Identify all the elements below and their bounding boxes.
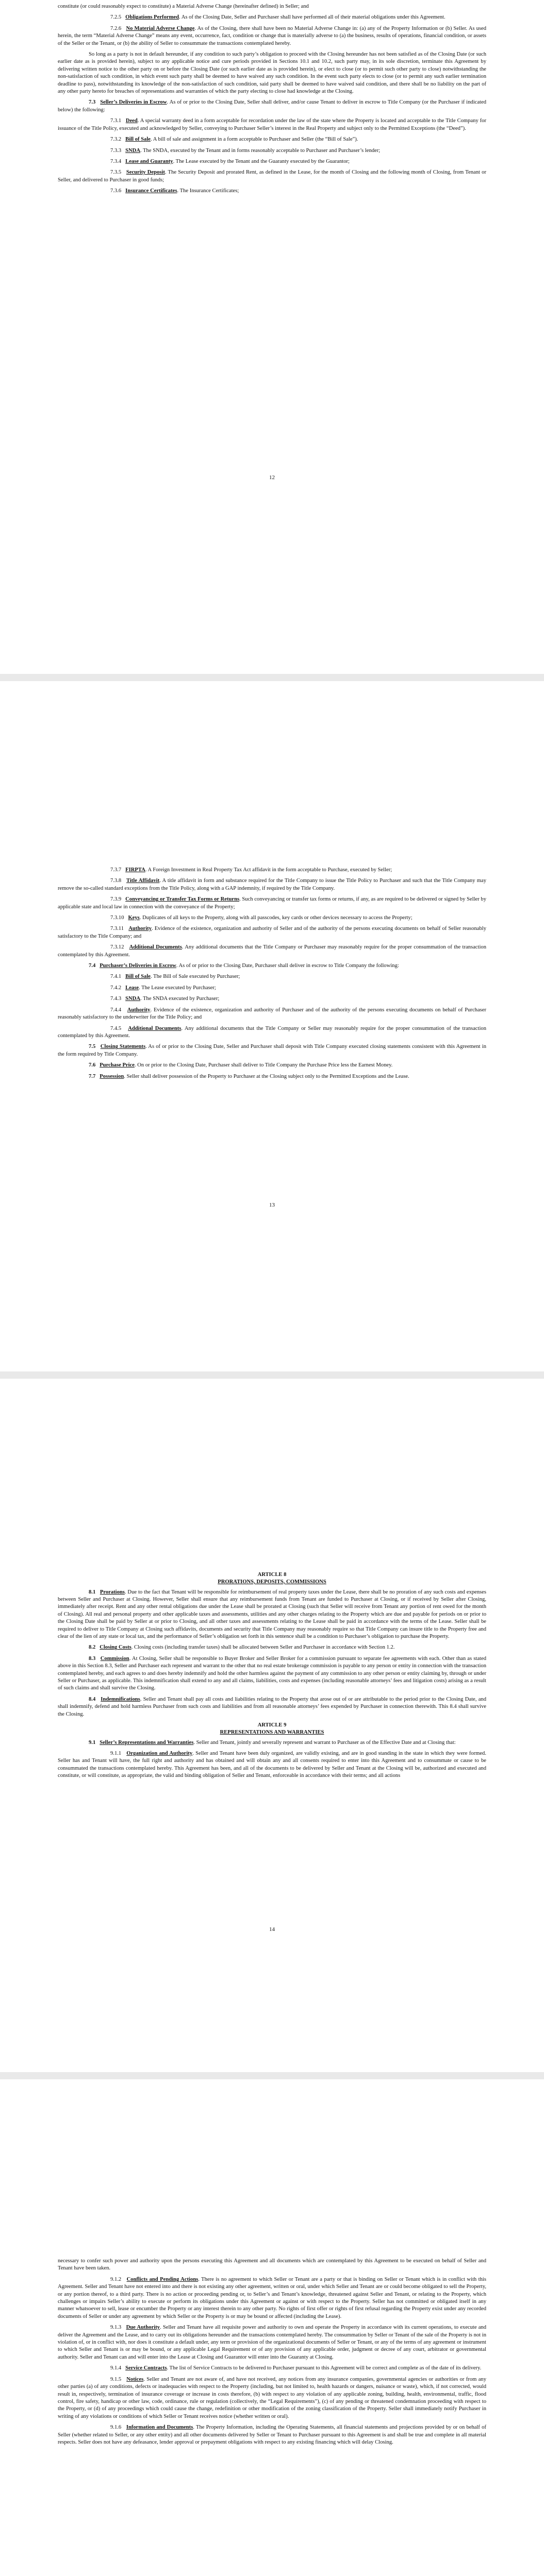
article-9-heading — [58, 1722, 486, 1736]
section-9-1: 9.1 Seller’s Representations and Warranties. Seller and Tenant, jointly and severally represent and warrant to Purchaser as of the Effective Date and at Closing that: — [89, 1739, 456, 1745]
section-7-3-8: 7.3.8 Title Affidavit. A title affidavit in form and substance required for the Title Company to issue the Title Policy to Purchaser and such that the Title Company may remove the so-called standard exceptions from the Title Policy, along with a GAP indemnity, if required by the Title Company. — [58, 878, 486, 891]
article-8-title: PRORATIONS, DEPOSITS, COMMISSIONS — [218, 1579, 326, 1585]
section-7-4: 7.4 Purchaser’s Deliveries in Escrow. As of or prior to the Closing Date, Purchaser shall deliver in escrow to Title Company the following: — [89, 963, 399, 969]
page-separator — [0, 2072, 544, 2079]
section-9-1-4: 9.1.4 Service Contracts. The list of Service Contracts to be delivered to Purchaser pursuant to this Agreement will be correct and complete as of the date of its delivery. — [110, 2365, 482, 2371]
page-12 — [0, 0, 544, 674]
section-7-6: 7.6 Purchase Price. On or prior to the Closing Date, Purchaser shall deliver to Title Company the Purchase Price less the Earnest Money. — [89, 1062, 393, 1069]
section-7-4-3: 7.4.3 SNDA. The SNDA executed by Purchaser; — [110, 996, 220, 1002]
section-7-3-4: 7.3.4 Lease and Guaranty. The Lease executed by the Tenant and the Guaranty executed by the Guarantor; — [110, 158, 350, 164]
page-13 — [0, 681, 544, 1371]
page12-top-text: constitute (or could reasonably expect to constitute) a Material Adverse Change (hereinafter defined) in Seller; and — [58, 4, 309, 9]
page-14 — [0, 1379, 544, 2072]
section-9-1-5: 9.1.5 Notices. Seller and Tenant are not aware of, and have not received, any notices from any insurance companies, governmental agencies or authorities or from any other parties (a) of any conditions, defects or inadequacies with respect to the Property (including, but not limited to, health hazards or dangers, nuisance or waste), which, if not corrected, would result in, respectively, termination of insurance coverage or increase in costs therefore, (b) with respect to any violation of any applicable zoning, building, health, environmental, traffic, flood control, fire safety, handicap or other law, code, ordinance, rule or regulation (collectively, the “Legal Requirements”), (c) of any pending or threatened condemnation proceeding with respect to the Property, or (d) of any proceedings which could cause the change, redefinition or other modification of the zoning classification of the Property. Seller shall immediately notify Purchaser in writing of any violations or conditions of which Seller or Tenant receives notice (whether written or oral). — [58, 2376, 486, 2419]
section-7-3-2: 7.3.2 Bill of Sale. A bill of sale and assignment in a form acceptable to Purchaser and Seller (the “Bill of Sale”). — [110, 137, 358, 143]
section-8-3: 8.3 Commission. At Closing, Seller shall be responsible to Buyer Broker and Seller Broker for a commission pursuant to separate fee agreements with each. Other than as stated above in this Section 8.3, Seller and Purchaser each represent and warrant to the other that no real estate brokerage commission is payable to any person or entity in connection with the transaction contemplated hereby, and each agrees to and does hereby indemnify and hold the other harmless against the payment of any commission to any other person or entity claiming by, through or under Seller or Purchaser, as applicable. This indemnification shall extend to any and all claims, liabilities, costs and expenses (including reasonable attorneys’ fees and litigation costs) arising as a result of such claims and shall survive the Closing. — [58, 1655, 486, 1691]
section-9-1-6: 9.1.6 Information and Documents. The Property Information, including the Operating Statements, all financial statements and projections provided by or on behalf of Seller (whether related to Seller, or any other entity) and all other documents delivered by Seller or Tenant to Purchaser pursuant to this Agreement is and shall be true and complete in all material respects. Seller does not have any defeasance, lender approval or prepayment obligations with respect to any existing financing which will delay Closing. — [58, 2425, 486, 2445]
section-7-3-1: 7.3.1 Deed. A special warranty deed in a form acceptable for recordation under the law of the state where the Property is located and acceptable to the Title Company for issuance of the Title Policy, executed and acknowledged by Seller, conveying to Purchaser Seller’s interest in the Real Property and subject only to the Permitted Exceptions (the “Deed”). — [58, 118, 486, 131]
page-15 — [0, 2079, 544, 2576]
page-separator — [0, 674, 544, 681]
section-9-1-3: 9.1.3 Due Authority. Seller and Tenant have all requisite power and authority to own and operate the Property in accordance with its current operations, to execute and deliver the Agreement and the Lease, and to carry out its obligations hereunder and the transactions contemplated hereby. The consummation by Seller or Tenant of the sale of the Property is not in violation of, or in conflict with, nor does it constitute a default under, any term or provision of the organizational documents of Seller or Tenant, or any of the terms of any agreement or instrument to which Seller and Tenant is or may be bound, or any applicable Legal Requirement or of any provision of any applicable order, judgment or decree of any court, arbitrator or governmental authority. Seller and Tenant can and will enter into the Lease at Closing and Guarantor will enter into the Guaranty at Closing. — [58, 2325, 486, 2360]
section-7-3-9: 7.3.9 Conveyancing or Transfer Tax Forms or Returns. Such conveyancing or transfer tax forms or returns, if any, as are required to be delivered or signed by Seller by applicable state and local law in connection with the conveyance of the Property; — [58, 896, 486, 910]
article-9-number: ARTICLE 9 — [257, 1722, 287, 1728]
section-7-2-6: 7.2.6 No Material Adverse Change. As of the Closing, there shall have been no Material Adverse Change in: (a) any of the Property Information or (b) Seller. As used herein, the term “Material Adverse Change” means any event, occurrence, fact, condition or change that is materially adverse to (a) the business, results of operations, financial condition, or assets of the Seller or the Tenant, or (b) the ability of Seller to consummate the transactions contemplated hereby. — [58, 25, 486, 46]
page-number: 12 — [269, 474, 275, 481]
section-7-3: 7.3 Seller’s Deliveries in Escrow. As of or prior to the Closing Date, Seller shall deliver, and/or cause Tenant to deliver in escrow to Title Company (or the Purchaser if indicated below) the following: — [58, 99, 486, 113]
section-7-3-10: 7.3.10 Keys. Duplicates of all keys to the Property, along with all passcodes, key cards or other devices necessary to access the Property; — [110, 915, 413, 921]
section-7-5: 7.5 Closing Statements. As of or prior to the Closing Date, Seller and Purchaser shall deposit with Title Company executed closing statements consistent with this Agreement in the form required by Title Company. — [58, 1044, 486, 1057]
section-7-3-12: 7.3.12 Additional Documents. Any additional documents that the Title Company or Purchaser may reasonably require for the proper consummation of the transaction contemplated by this Agreement. — [58, 944, 486, 958]
section-8-4: 8.4 Indemnifications. Seller and Tenant shall pay all costs and liabilities relating to the Property that arose out of or are attributable to the period prior to the Closing Date, and shall indemnify, defend and hold harmless Purchaser from such costs and liabilities and from all reasonable attorneys’ fees expended by Purchaser in connection therewith. This 8.4 shall survive the Closing. — [58, 1696, 486, 1717]
section-9-1-2: 9.1.2 Conflicts and Pending Actions. There is no agreement to which Seller or Tenant are a party or that is binding on Seller or Tenant which is in conflict with this Agreement. Seller and Tenant have not entered into and there is not existing any other agreement, written or oral, under which Seller and Tenant are or could become obligated to sell the Property, or any portion thereof, to a third party. There is no action or proceeding pending or, to Seller’s and Tenant’s knowledge, threatened against Seller and Tenant, or relating to the Property, which challenges or impairs Seller’s ability to execute or perform its obligations under this Agreement or against or with respect to the Property. Seller has not committed or obligated itself in any manner whatsoever to sell, lease or encumber the Property or any interest therein to any other party. No rights of first offer or rights of first refusal regarding the Property exist under any recorded documents of Seller or under any agreement by which Seller or the Property is or may be bound or affected (including the Lease). — [58, 2276, 486, 2319]
section-7-3-11: 7.3.11 Authority. Evidence of the existence, organization and authority of Seller and of the authority of the persons executing documents on behalf of Seller reasonably satisfactory to the Title Company; and — [58, 926, 486, 939]
section-7-3-5: 7.3.5 Security Deposit. The Security Deposit and prorated Rent, as defined in the Lease, for the month of Closing and the following month of Closing, from Tenant or Seller, and delivered to Purchaser in good funds; — [58, 170, 486, 183]
section-9-1-1: 9.1.1 Organization and Authority. Seller and Tenant have been duly organized, are validly existing, and are in good standing in the state in which they were formed. Seller has and Tenant will have, the full right and authority and has obtained and will obtain any and all consents required to enter into this Agreement and to consummate or cause to be consummated the transactions contemplated hereby. This Agreement has been, and all of the documents to be delivered by Seller and Tenant at the Closing will be, authorized and executed and constitute, or will constitute, as appropriate, the valid and binding obligation of Seller and Tenant, enforceable in accordance with their terms; and all actions — [58, 1750, 486, 1779]
article-8-heading — [58, 1571, 486, 1586]
section-7-3-6: 7.3.6 Insurance Certificates. The Insurance Certificates; — [110, 188, 239, 194]
page15-top-text: necessary to confer such power and authority upon the persons executing this Agreement and all documents which are contemplated by this Agreement to be executed on behalf of Seller and Tenant have been taken. — [58, 2258, 486, 2272]
section-7-7: 7.7 Possession. Seller shall deliver possession of the Property to Purchaser at the Closing subject only to the Permitted Exceptions and the Lease. — [89, 1073, 409, 1079]
article-8-number: ARTICLE 8 — [257, 1572, 287, 1578]
page12-body: So long as a party is not in default hereunder, if any condition to such party’s obligation to proceed with the Closing hereunder has not been satisfied as of the Closing Date (or such earlier date as is provided herein), subject to any applicable notice and cure periods provided in Sections 10.1 and 10.2, such party may, in its sole discretion, terminate this Agreement by delivering written notice to the other party on or before the Closing Date (or such earlier date as is provided herein), or elect to close (or to permit such other party to close) notwithstanding the non-satisfaction of such condition, in which event such party shall be deemed to have waived any such condition. In the event such party elects to close (or to permit any such earlier termination deadline to pass), notwithstanding its knowledge of the non-satisfaction of such condition, said party shall be deemed to have waived said condition, and there shall be no liability on the part of any other party hereto for breaches of representations and warranties of which the party electing to close had knowledge at the Closing. — [58, 52, 486, 95]
section-7-4-4: 7.4.4 Authority. Evidence of the existence, organization and authority of Purchaser and of the authority of the persons executing documents on behalf of Purchaser reasonably satisfactory to the underwriter for the Title Policy; and — [58, 1007, 486, 1021]
page-number: 13 — [269, 1202, 275, 1208]
section-8-1: 8.1 Prorations. Due to the fact that Tenant will be responsible for reimbursement of real property taxes under the Lease, there shall be no proration of any such costs and expenses between Seller and Purchaser at Closing. However, Seller shall ensure that any reimbursement funds from Tenant are funded to Purchaser at Closing, or if received by Seller after Closing, immediately after receipt. Rent and any other rental obligations due under the Lease shall be prorated at Closing (such that Seller will receive from Tenant any portion of rent owed for the month of Closing). All real and personal property and other applicable taxes and assessments, utilities and any other charges relating to the Property which are due and payable for periods on or prior to the Closing Date shall be paid by Seller at or prior to Closing, and all other taxes and assessments relating to the Lease shall be paid in accordance with the terms of the Lease. Seller shall be required to deliver to Title Company at Closing such affidavits, documents and security that Title Company may reasonably require so that Title Company can insure title to the Property free and clear of the lien of any state or local tax, and the performance of Seller’s obligation set forth in this sentence shall be a condition to Purchaser’s obligation to purchase the Property. — [58, 1589, 486, 1639]
page-number: 14 — [269, 1926, 275, 1933]
page-separator — [0, 1371, 544, 1379]
section-7-4-5: 7.4.5 Additional Documents. Any additional documents that the Title Company or Seller may reasonably require for the proper consummation of the transaction contemplated by this Agreement. — [58, 1025, 486, 1039]
section-7-2-5: 7.2.5 Obligations Performed. As of the Closing Date, Seller and Purchaser shall have performed all of their material obligations under this Agreement. — [110, 14, 446, 21]
article-9-title: REPRESENTATIONS AND WARRANTIES — [220, 1729, 324, 1735]
section-7-4-2: 7.4.2 Lease. The Lease executed by Purchaser; — [110, 985, 216, 991]
section-7-4-1: 7.4.1 Bill of Sale. The Bill of Sale executed by Purchaser; — [110, 974, 240, 980]
section-7-3-3: 7.3.3 SNDA. The SNDA, executed by the Tenant and in forms reasonably acceptable to Purchaser and Purchaser’s lender; — [110, 147, 381, 154]
section-7-3-7: 7.3.7 FIRPTA. A Foreign Investment in Real Property Tax Act affidavit in the form acceptable to Purchase, executed by Seller; — [110, 867, 392, 873]
section-8-2: 8.2 Closing Costs. Closing costs (including transfer taxes) shall be allocated between Seller and Purchaser in accordance with Section 1.2. — [89, 1645, 395, 1651]
